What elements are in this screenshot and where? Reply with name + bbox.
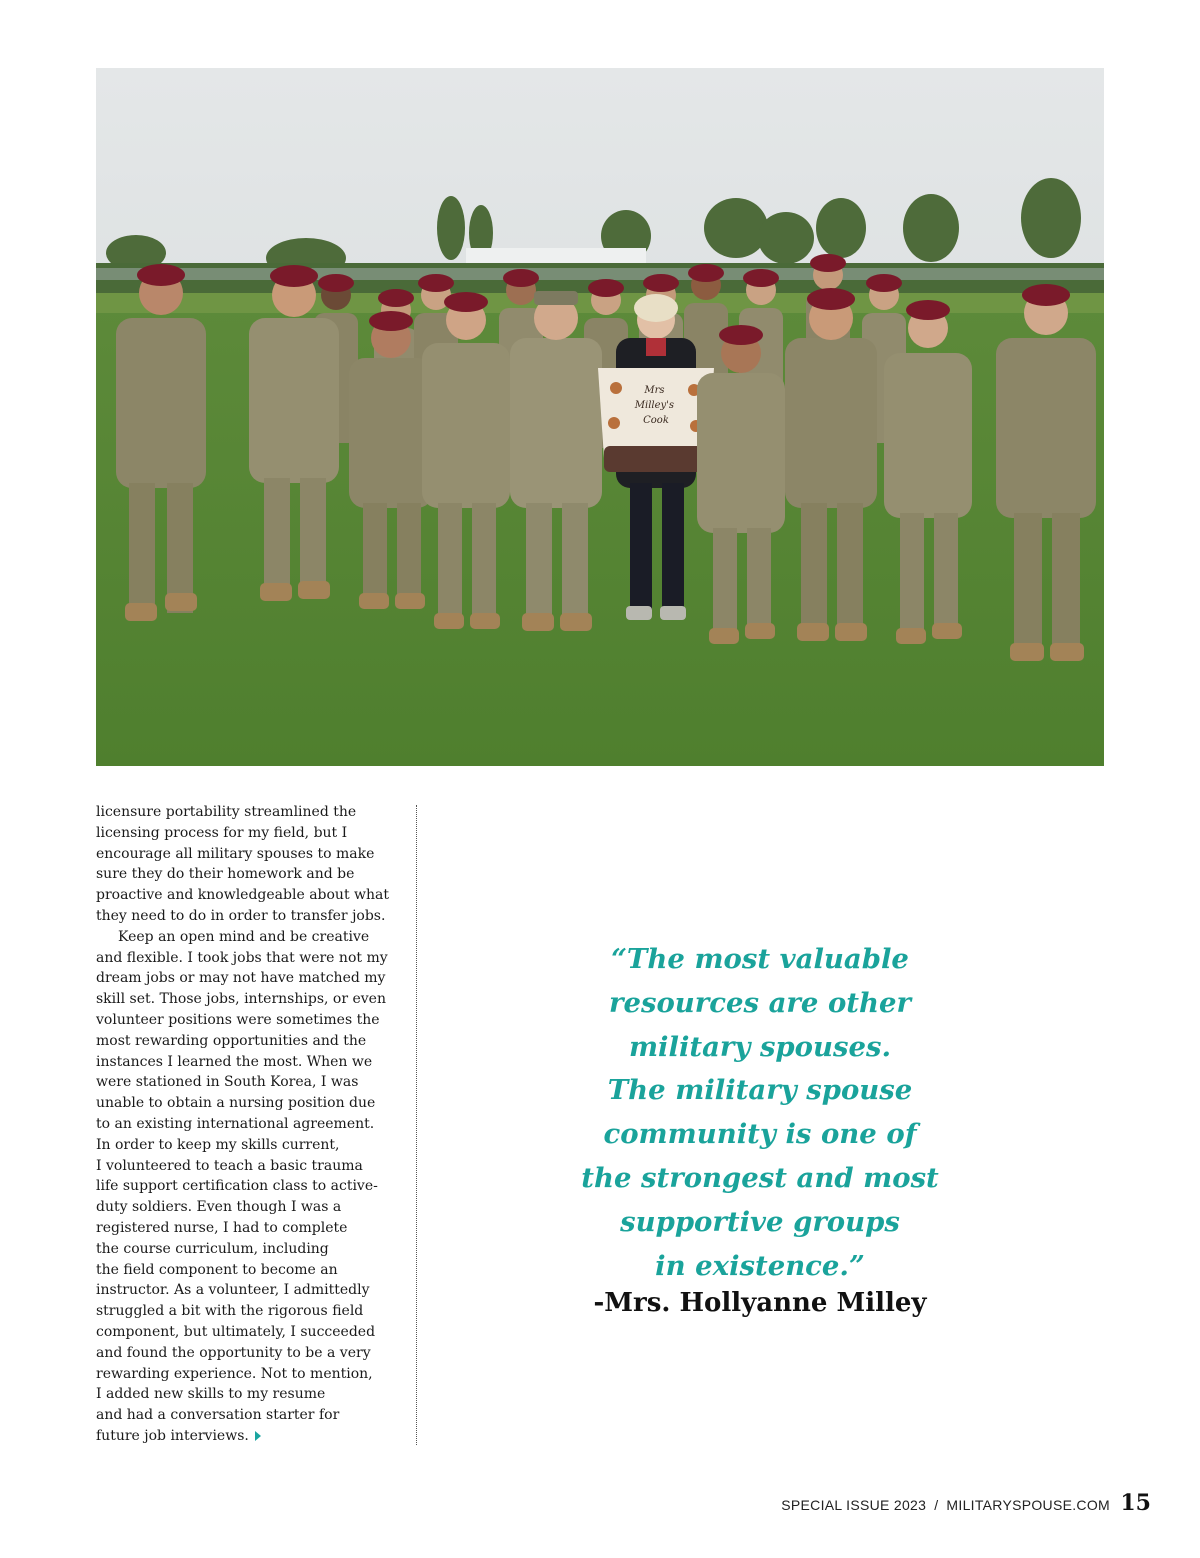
group-photo-illustration	[96, 68, 1104, 766]
footer-issue: SPECIAL ISSUE 2023	[781, 1497, 927, 1513]
page-footer	[781, 1497, 1110, 1513]
page-number: 15	[1120, 1490, 1151, 1516]
article-body	[96, 802, 396, 1447]
triangle-right-icon	[255, 1431, 261, 1441]
pull-quote: “The most valuable resources are other military spouses. The military spouse community is one of the strongest and most supportive groups in existence.”	[581, 943, 939, 1282]
article-paragraph-1: licensure portability streamlined the licensing process for my field, but I encourage all military spouses to make sure they do their homework and be proactive and knowledgeable about what they need to do in order to transfer jobs.	[96, 804, 390, 924]
bag-line-3: Cook	[643, 415, 669, 426]
pull-quote-attribution: -Mrs. Hollyanne Milley	[593, 1288, 927, 1318]
group-photo	[96, 68, 1104, 766]
article-paragraph-2-text: Keep an open mind and be creative and flexible. I took jobs that were not my dream jobs or may not have matched my skill set. Those jobs, internships, or even volunteer positions were sometimes the most rewarding opportunities and the instances I learned the most. When we were stationed in South Korea, I was unable to obtain a nursing position due to an existing international agreement. In order to keep my skills current, I volunteered to teach a basic trauma life support certification class to active- duty soldiers. Even though I was a registered nurse, I had to complete the course curriculum, including the field component to become an instructor. As a volunteer, I admittedly struggled a bit with the rigorous field component, but ultimately, I succeeded and found the opportunity to be a very rewarding experience. Not to mention, I added new skills to my resume and had a conversation starter for future job interviews.	[96, 928, 388, 1444]
column-divider	[416, 805, 417, 1445]
bag-line-1: Mrs	[644, 385, 665, 396]
bag-line-2: Milley's	[634, 400, 675, 411]
footer-separator: /	[934, 1497, 939, 1513]
footer-site: MILITARYSPOUSE.COM	[946, 1497, 1110, 1513]
article-paragraph-2	[96, 927, 396, 1447]
